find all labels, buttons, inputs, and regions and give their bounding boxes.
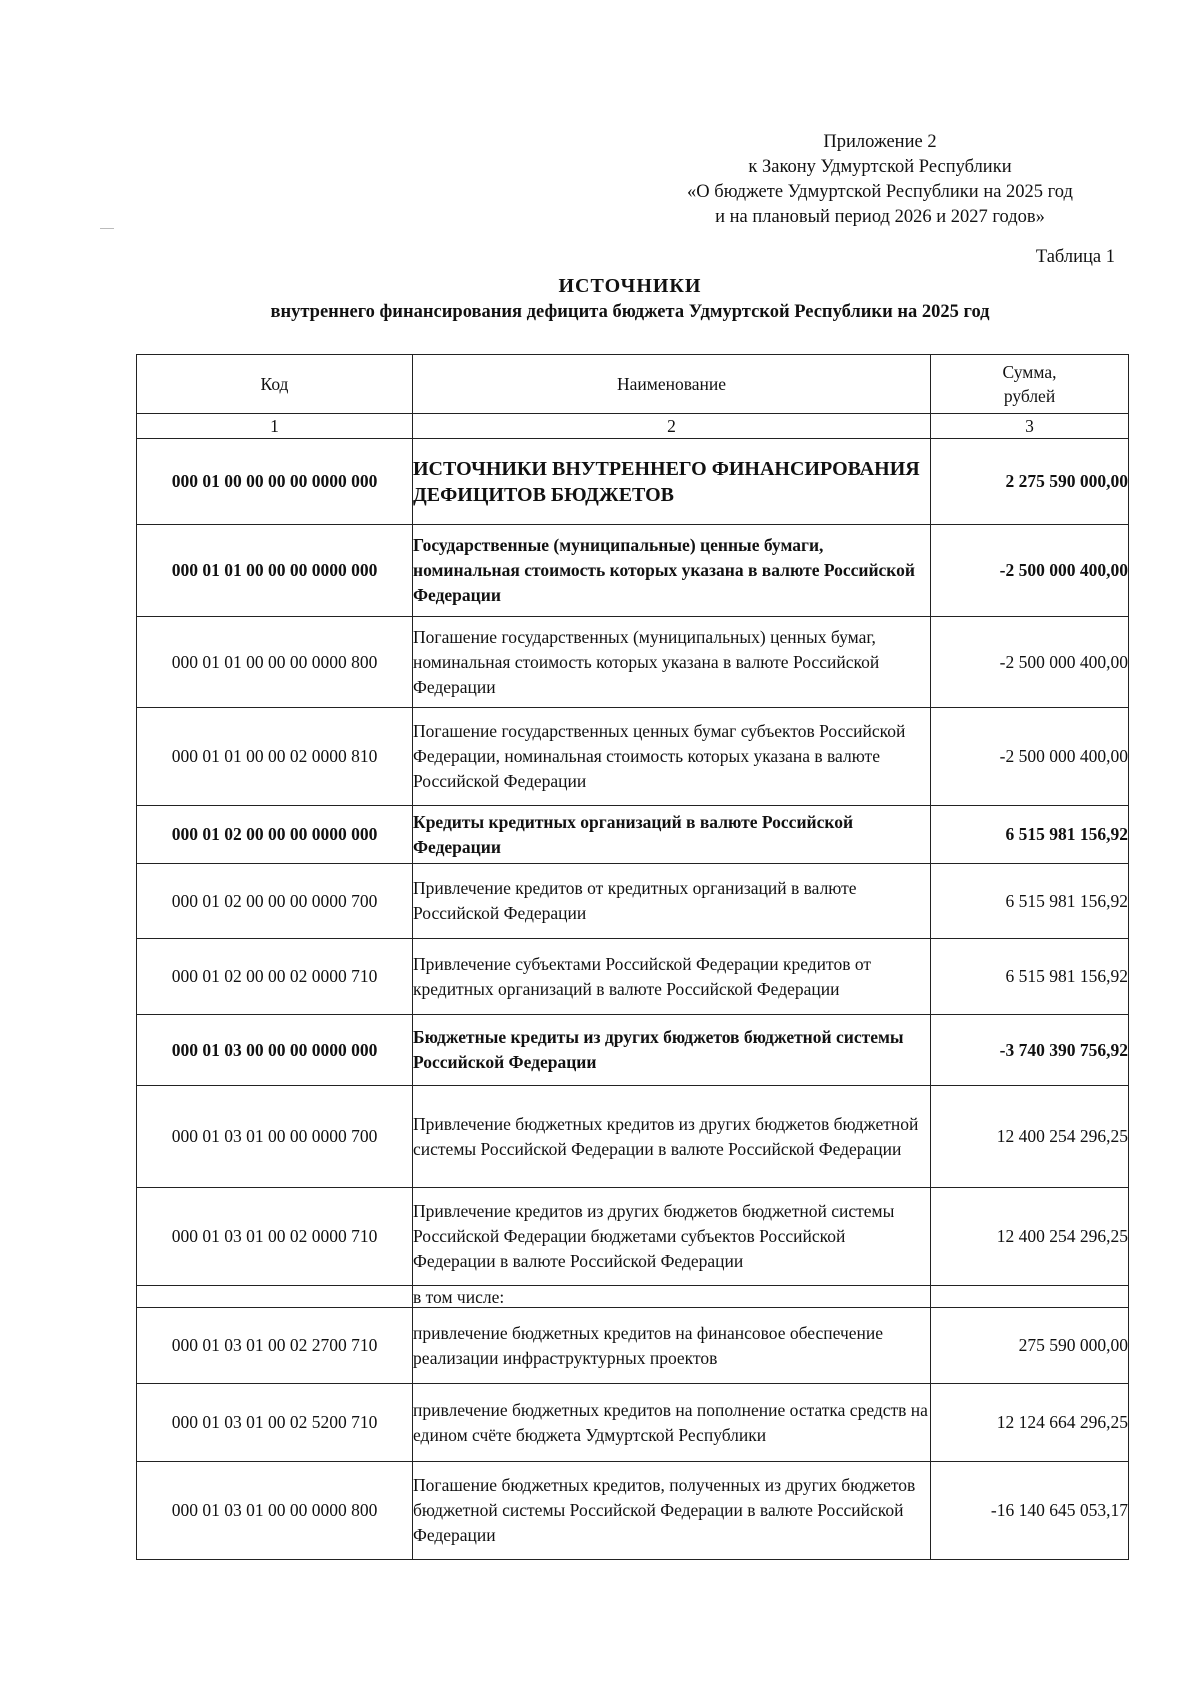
scan-mark xyxy=(100,228,114,229)
row-code: 000 01 03 01 00 00 0000 800 xyxy=(137,1462,413,1560)
row-name: в том числе: xyxy=(413,1286,931,1308)
row-amount xyxy=(931,1286,1129,1308)
row-code: 000 01 01 00 00 00 0000 000 xyxy=(137,525,413,617)
table-row xyxy=(137,864,1129,939)
header-amount-line: Сумма, xyxy=(1002,362,1057,382)
row-name: Кредиты кредитных организаций в валюте Российской Федерации xyxy=(413,806,931,864)
row-code xyxy=(137,1286,413,1308)
column-number: 1 xyxy=(137,414,413,439)
row-amount: -16 140 645 053,17 xyxy=(931,1462,1129,1560)
row-code: 000 01 01 00 00 02 0000 810 xyxy=(137,708,413,806)
row-name: Привлечение бюджетных кредитов из других бюджетов бюджетной системы Российской Федерации в валюте Российской Федерации xyxy=(413,1086,931,1188)
title-main: ИСТОЧНИКИ xyxy=(558,275,702,297)
header-amount-line: рублей xyxy=(1003,386,1056,406)
header-amount xyxy=(931,355,1129,414)
title-subtitle: внутреннего финансирования дефицита бюджета Удмуртской Республики на 2025 год xyxy=(270,302,990,322)
row-amount: 275 590 000,00 xyxy=(931,1308,1129,1384)
row-name: Погашение бюджетных кредитов, полученных из других бюджетов бюджетной системы Российской Федерации в валюте Российской Федерации xyxy=(413,1462,931,1560)
row-amount: -2 500 000 400,00 xyxy=(931,525,1129,617)
column-number: 2 xyxy=(413,414,931,439)
row-amount: 12 400 254 296,25 xyxy=(931,1086,1129,1188)
row-amount: 6 515 981 156,92 xyxy=(931,864,1129,939)
row-code: 000 01 03 01 00 02 0000 710 xyxy=(137,1188,413,1286)
row-name: Погашение государственных ценных бумаг субъектов Российской Федерации, номинальная стоимость которых указана в валюте Российской Федерации xyxy=(413,708,931,806)
table-row xyxy=(137,1086,1129,1188)
row-name: Привлечение кредитов из других бюджетов бюджетной системы Российской Федерации бюджетами субъектов Российской Федерации в валюте Российской Федерации xyxy=(413,1188,931,1286)
row-code: 000 01 03 01 00 00 0000 700 xyxy=(137,1086,413,1188)
table-row xyxy=(137,617,1129,708)
row-name: ИСТОЧНИКИ ВНУТРЕННЕГО ФИНАНСИРОВАНИЯ ДЕФИЦИТОВ БЮДЖЕТОВ xyxy=(413,439,931,525)
table-row xyxy=(137,1015,1129,1086)
row-amount: 6 515 981 156,92 xyxy=(931,806,1129,864)
row-code: 000 01 01 00 00 00 0000 800 xyxy=(137,617,413,708)
appendix-line: и на плановый период 2026 и 2027 годов» xyxy=(715,207,1045,227)
row-name: Привлечение субъектами Российской Федерации кредитов от кредитных организаций в валюте Российской Федерации xyxy=(413,939,931,1015)
appendix-block xyxy=(640,130,1120,230)
header-code: Код xyxy=(137,355,413,414)
row-code: 000 01 02 00 00 00 0000 700 xyxy=(137,864,413,939)
column-number: 3 xyxy=(931,414,1129,439)
row-amount: 12 400 254 296,25 xyxy=(931,1188,1129,1286)
row-code: 000 01 03 01 00 02 2700 710 xyxy=(137,1308,413,1384)
document-title xyxy=(140,273,1120,325)
row-code: 000 01 00 00 00 00 0000 000 xyxy=(137,439,413,525)
row-amount: 12 124 664 296,25 xyxy=(931,1384,1129,1462)
appendix-line: к Закону Удмуртской Республики xyxy=(748,157,1012,177)
row-amount: -2 500 000 400,00 xyxy=(931,708,1129,806)
row-amount: 6 515 981 156,92 xyxy=(931,939,1129,1015)
table-row xyxy=(137,806,1129,864)
row-code: 000 01 02 00 00 02 0000 710 xyxy=(137,939,413,1015)
table-row xyxy=(137,1462,1129,1560)
table-header-row xyxy=(137,355,1129,414)
row-code: 000 01 03 00 00 00 0000 000 xyxy=(137,1015,413,1086)
table-row xyxy=(137,1286,1129,1308)
appendix-line: Приложение 2 xyxy=(823,132,937,152)
header-name: Наименование xyxy=(413,355,931,414)
table-row xyxy=(137,939,1129,1015)
row-name: Бюджетные кредиты из других бюджетов бюджетной системы Российской Федерации xyxy=(413,1015,931,1086)
table-row xyxy=(137,708,1129,806)
sources-table xyxy=(136,354,1129,1560)
appendix-line: «О бюджете Удмуртской Республики на 2025 год xyxy=(687,182,1073,202)
row-amount: 2 275 590 000,00 xyxy=(931,439,1129,525)
row-name: Государственные (муниципальные) ценные бумаги, номинальная стоимость которых указана в валюте Российской Федерации xyxy=(413,525,931,617)
table-number-label: Таблица 1 xyxy=(1035,247,1115,267)
table-row xyxy=(137,1188,1129,1286)
row-name: Погашение государственных (муниципальных) ценных бумаг, номинальная стоимость которых указана в валюте Российской Федерации xyxy=(413,617,931,708)
row-amount: -3 740 390 756,92 xyxy=(931,1015,1129,1086)
table-row xyxy=(137,525,1129,617)
table-row xyxy=(137,439,1129,525)
row-code: 000 01 02 00 00 00 0000 000 xyxy=(137,806,413,864)
table-row xyxy=(137,1308,1129,1384)
row-amount: -2 500 000 400,00 xyxy=(931,617,1129,708)
row-name: Привлечение кредитов от кредитных организаций в валюте Российской Федерации xyxy=(413,864,931,939)
row-code: 000 01 03 01 00 02 5200 710 xyxy=(137,1384,413,1462)
column-number-row xyxy=(137,414,1129,439)
row-name: привлечение бюджетных кредитов на финансовое обеспечение реализации инфраструктурных проектов xyxy=(413,1308,931,1384)
row-name: привлечение бюджетных кредитов на пополнение остатка средств на едином счёте бюджета Удмуртской Республики xyxy=(413,1384,931,1462)
table-row xyxy=(137,1384,1129,1462)
